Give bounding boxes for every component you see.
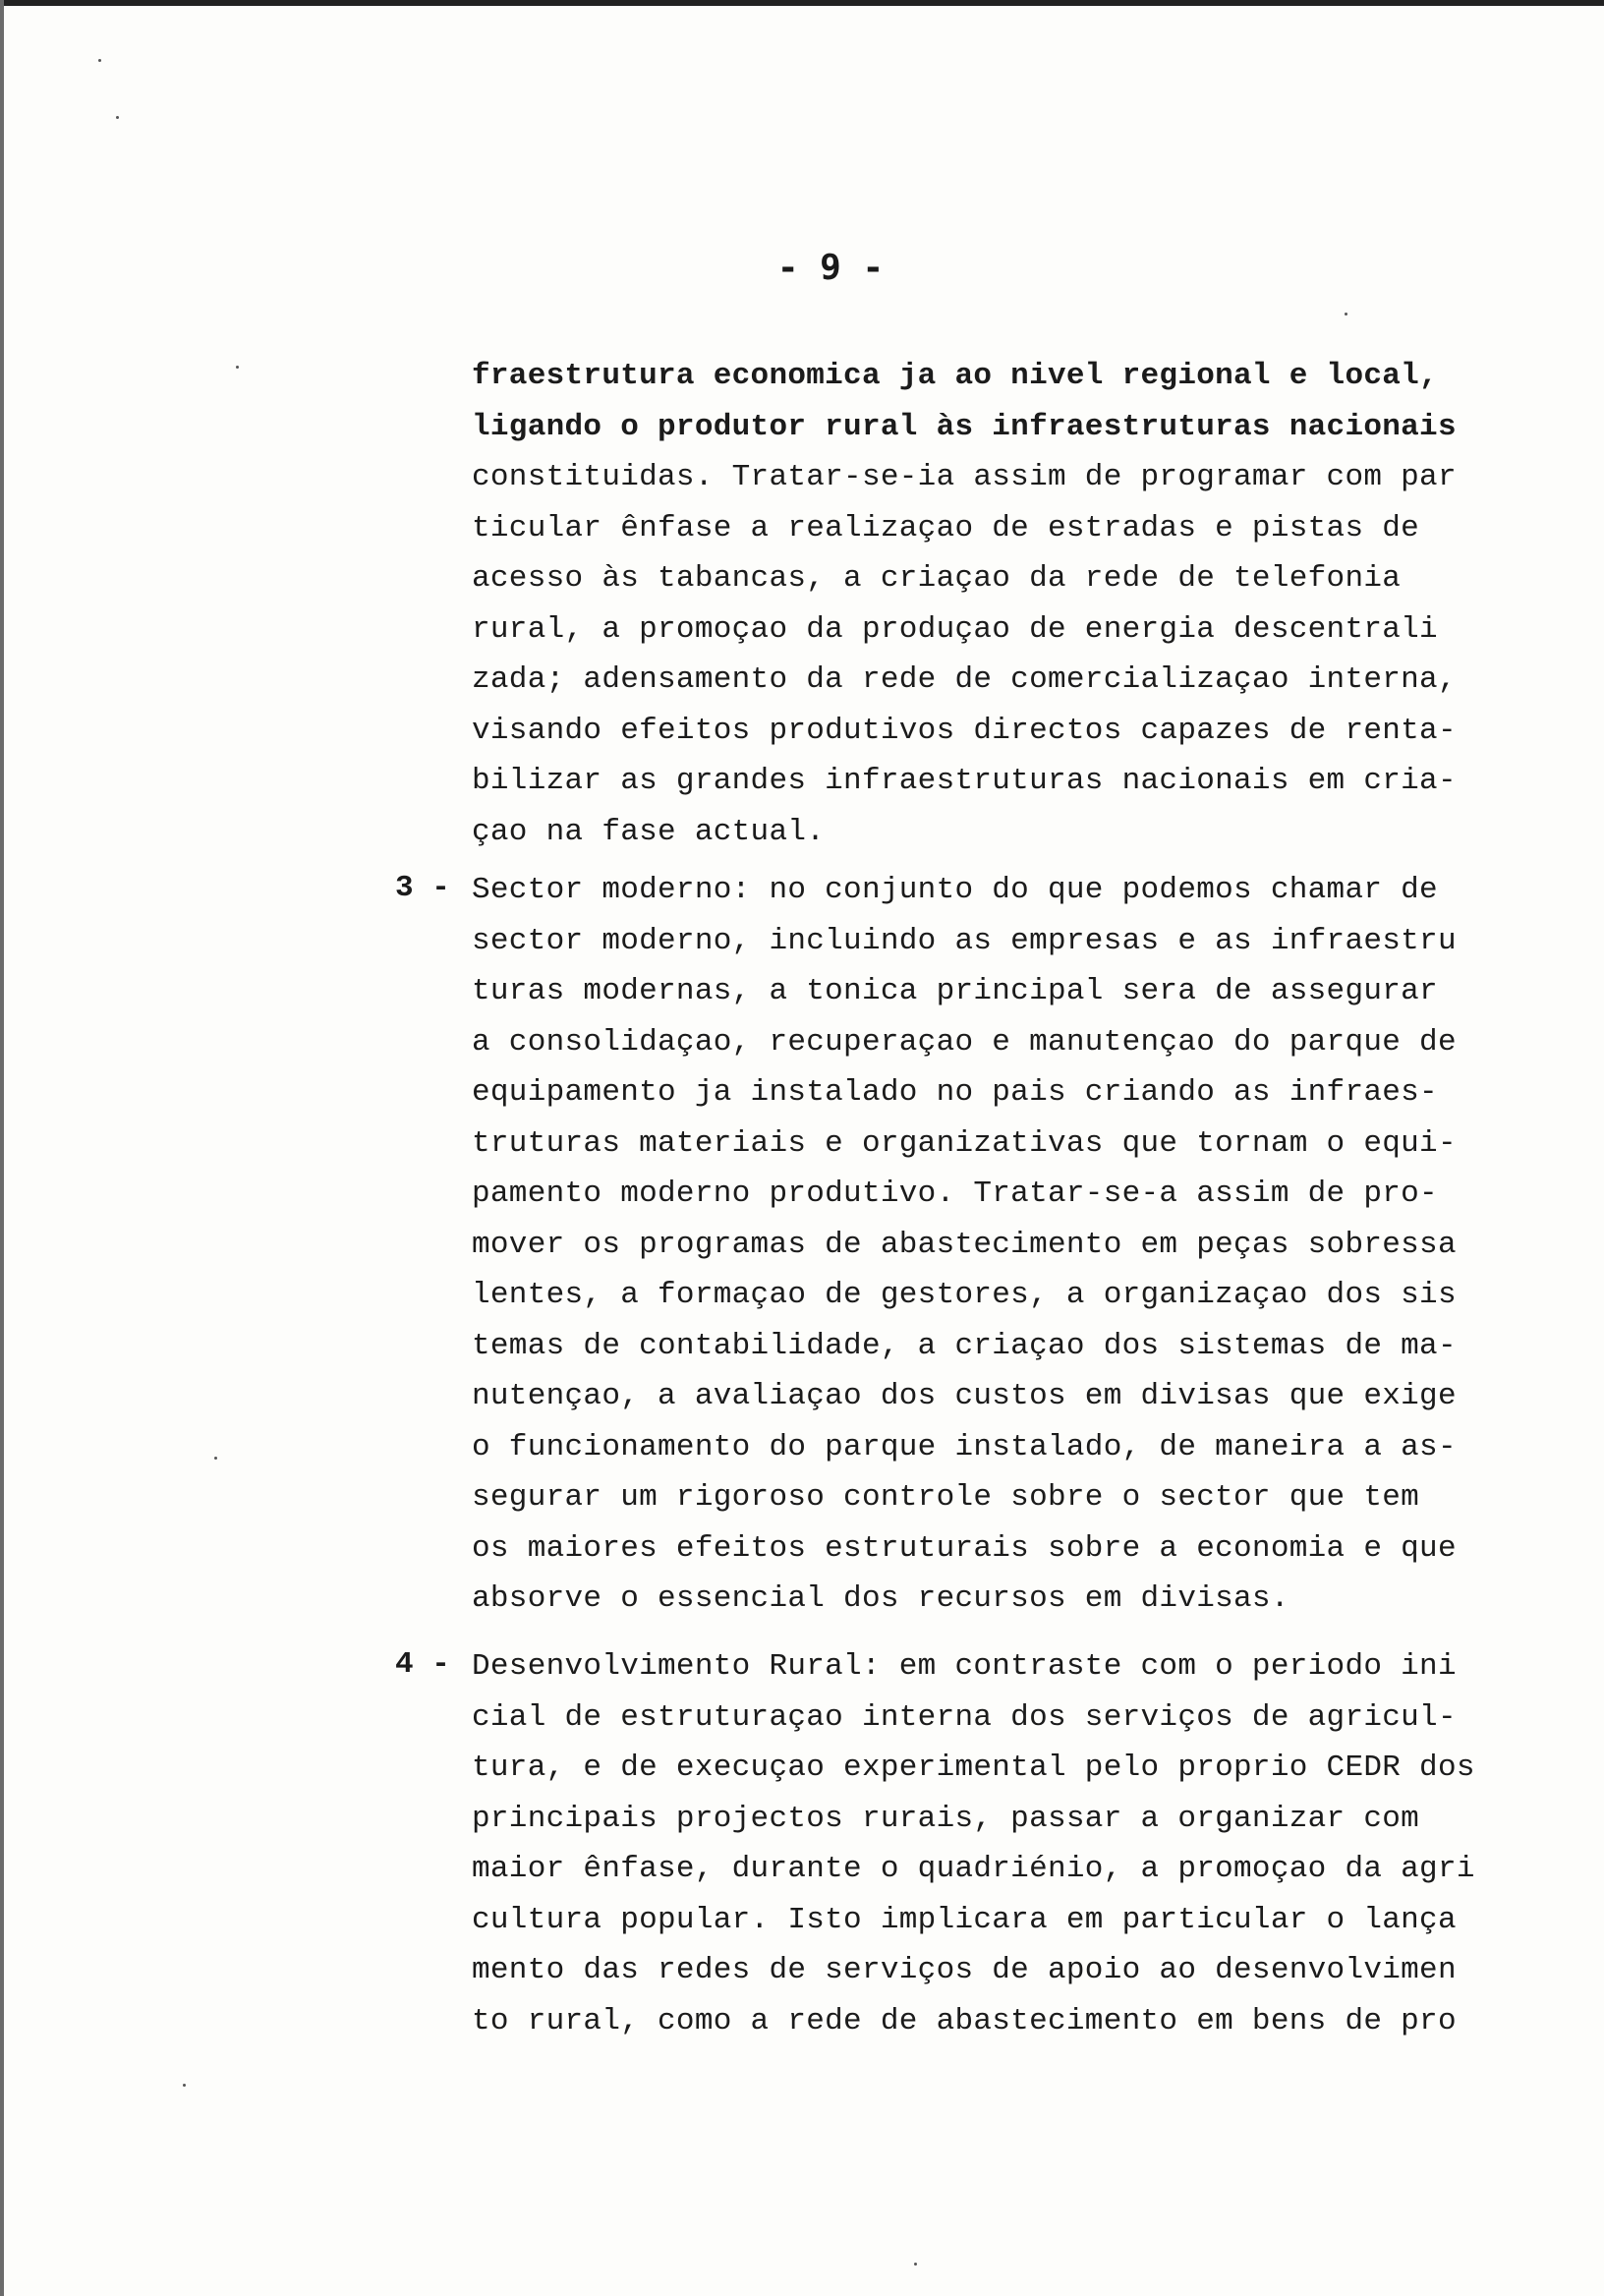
scan-speck xyxy=(1345,313,1347,316)
text-line: a consolidaçao, recuperaçao e manutençao do parque de xyxy=(472,1024,1457,1060)
text-line: Sector moderno: no conjunto do que podemos chamar de xyxy=(472,873,1438,907)
text-line: turas modernas, a tonica principal sera de assegurar xyxy=(472,974,1438,1008)
text-line: mover os programas de abastecimento em peças sobressa xyxy=(472,1227,1457,1262)
scan-speck xyxy=(236,366,239,369)
scan-speck xyxy=(914,2263,917,2266)
scan-speck xyxy=(116,116,119,119)
text-line: fraestrutura economica ja ao nivel regional e local, xyxy=(472,359,1438,393)
text-line: sector moderno, incluindo as empresas e as infraestru xyxy=(472,923,1457,958)
text-line: zada; adensamento da rede de comercializaçao interna, xyxy=(472,662,1457,697)
text-line: constituidas. Tratar-se-ia assim de programar com par xyxy=(472,460,1457,494)
text-line: ticular ênfase a realizaçao de estradas e pistas de xyxy=(472,510,1420,545)
text-line: çao na fase actual. xyxy=(472,814,826,849)
section-number: 4 - xyxy=(395,1647,450,1682)
text-line: visando efeitos produtivos directos capazes de renta- xyxy=(472,713,1457,748)
text-line: nutençao, a avaliaçao dos custos em divisas que exige xyxy=(472,1379,1457,1413)
text-line: tura, e de execuçao experimental pelo proprio CEDR dos xyxy=(472,1751,1475,1785)
text-line: truturas materiais e organizativas que tornam o equi- xyxy=(472,1125,1457,1161)
paragraph-continuation xyxy=(472,351,1533,857)
text-line: bilizar as grandes infraestruturas nacionais em cria- xyxy=(472,764,1457,798)
text-line: temas de contabilidade, a criaçao dos sistemas de ma- xyxy=(472,1328,1457,1363)
text-line: acesso às tabancas, a criaçao da rede de telefonia xyxy=(472,561,1402,596)
scan-top-border xyxy=(0,0,1604,6)
page-number: - 9 - xyxy=(776,248,885,288)
text-line: maior ênfase, durante o quadriénio, a promoçao da agri xyxy=(472,1852,1475,1886)
text-line: absorve o essencial dos recursos em divisas. xyxy=(472,1581,1289,1616)
text-line: lentes, a formaçao de gestores, a organizaçao dos sis xyxy=(472,1278,1457,1312)
scan-speck xyxy=(214,1457,217,1460)
text-line: equipamento ja instalado no pais criando as infraes- xyxy=(472,1075,1438,1110)
text-line: rural, a promoçao da produçao de energia descentrali xyxy=(472,611,1438,647)
text-line: Desenvolvimento Rural: em contraste com o periodo ini xyxy=(472,1649,1457,1684)
text-line: to rural, como a rede de abastecimento em bens de pro xyxy=(472,2003,1457,2038)
text-line: ligando o produtor rural às infraestruturas nacionais xyxy=(472,409,1457,444)
scan-speck xyxy=(183,2084,186,2087)
section-number: 3 - xyxy=(395,871,450,905)
text-line: cultura popular. Isto implicara em particular o lança xyxy=(472,1902,1457,1937)
scan-speck xyxy=(98,59,101,62)
text-line: o funcionamento do parque instalado, de maneira a as- xyxy=(472,1429,1457,1464)
text-line: mento das redes de serviços de apoio ao desenvolvimen xyxy=(472,1953,1457,1987)
text-line: principais projectos rurais, passar a organizar com xyxy=(472,1801,1420,1836)
section-3-paragraph xyxy=(472,865,1533,1625)
text-line: segurar um rigoroso controle sobre o sector que tem xyxy=(472,1480,1420,1515)
text-line: cial de estruturaçao interna dos serviços de agricul- xyxy=(472,1699,1457,1735)
section-4-paragraph xyxy=(472,1641,1533,2046)
text-line: pamento moderno produtivo. Tratar-se-a assim de pro- xyxy=(472,1177,1438,1211)
text-line: os maiores efeitos estruturais sobre a economia e que xyxy=(472,1530,1457,1566)
scan-left-border xyxy=(0,0,4,2296)
